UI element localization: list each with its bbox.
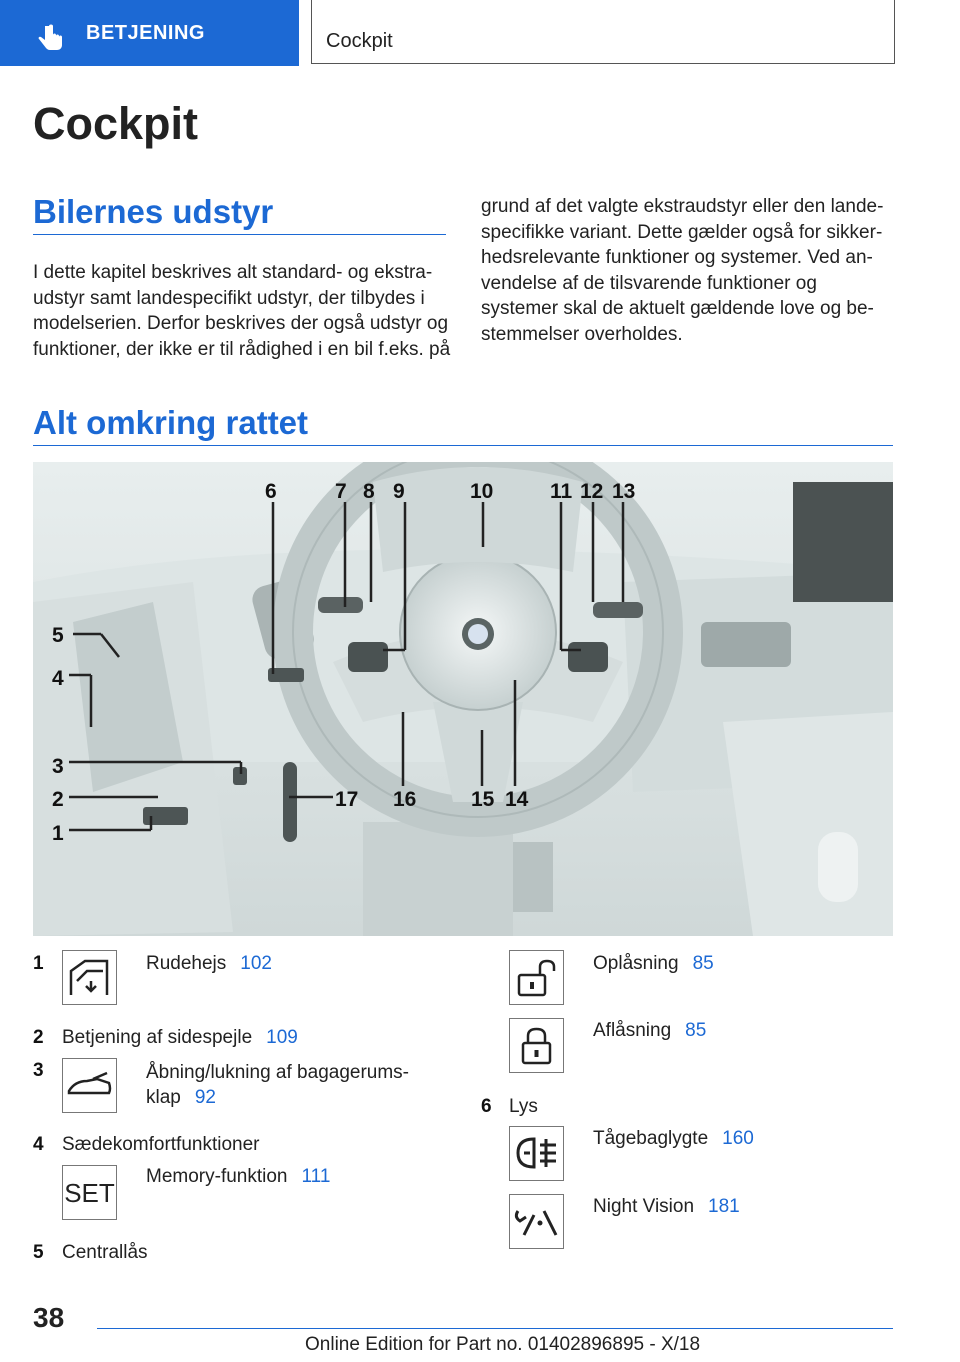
page-ref-link[interactable]: 85 bbox=[685, 1020, 707, 1041]
callout-number: 5 bbox=[52, 624, 64, 647]
legend-item-window bbox=[146, 953, 272, 975]
text-line: hedsrelevante funktioner og systemer. Ved an- bbox=[481, 247, 873, 268]
legend-item-fog bbox=[593, 1128, 754, 1150]
item-label: Memory-funktion bbox=[146, 1166, 288, 1187]
page-title: Cockpit bbox=[33, 98, 199, 149]
callout-number: 15 bbox=[471, 788, 495, 811]
text-line: specifikke variant. Dette gælder også for sikker- bbox=[481, 221, 883, 243]
section-heading-steering: Alt omkring rattet bbox=[33, 404, 309, 441]
callout-number: 8 bbox=[363, 480, 375, 503]
page-ref-link[interactable]: 111 bbox=[301, 1166, 331, 1187]
set-button-icon bbox=[62, 1165, 117, 1220]
intro-column-1 bbox=[33, 260, 453, 362]
set-label: SET bbox=[64, 1178, 115, 1208]
page-ref-link[interactable]: 102 bbox=[240, 953, 272, 974]
text-line: udstyr samt landespecifikt udstyr, der tilbydes i bbox=[33, 287, 425, 309]
legend-item-central-lock: Centrallås bbox=[62, 1242, 148, 1263]
page-ref-link[interactable]: 181 bbox=[708, 1196, 740, 1217]
item-number: 1 bbox=[33, 953, 44, 974]
intro-column-2 bbox=[481, 194, 895, 347]
callout-number: 10 bbox=[470, 480, 494, 503]
text-line: funktioner, der ikke er til rådighed i en bil f.eks. på bbox=[33, 338, 451, 360]
callout-number: 13 bbox=[612, 480, 636, 503]
item-number: 4 bbox=[33, 1134, 44, 1155]
callout-number: 17 bbox=[335, 788, 359, 811]
window-lift-icon bbox=[62, 950, 117, 1005]
breadcrumb-box bbox=[311, 0, 895, 64]
legend-item-seat: Sædekomfortfunktioner bbox=[62, 1134, 260, 1155]
page-ref-link[interactable]: 92 bbox=[194, 1087, 216, 1108]
callout-number: 12 bbox=[580, 480, 604, 503]
legend-item-mirrors bbox=[62, 1027, 298, 1049]
legend-item-unlock bbox=[593, 953, 714, 975]
legend-item-lights: Lys bbox=[509, 1096, 538, 1117]
item-label: Oplåsning bbox=[593, 953, 679, 974]
section-rule bbox=[33, 234, 446, 235]
item-label: Night Vision bbox=[593, 1196, 695, 1217]
item-label: Rudehejs bbox=[146, 953, 227, 974]
section-rule bbox=[33, 445, 893, 446]
legend-item-night-vision bbox=[593, 1196, 740, 1218]
section-tab bbox=[0, 0, 299, 66]
item-number: 5 bbox=[33, 1242, 44, 1263]
page-number: 38 bbox=[33, 1302, 65, 1333]
text-line: I dette kapitel beskrives alt standard- og ekstra- bbox=[33, 262, 433, 283]
callout-number: 3 bbox=[52, 755, 64, 778]
section-label: BETJENING bbox=[86, 22, 205, 44]
page-ref-link[interactable]: 160 bbox=[722, 1128, 754, 1149]
lock-icon bbox=[509, 1018, 564, 1073]
footer-rule bbox=[97, 1328, 893, 1329]
text-line: grund af det valgte ekstraudstyr eller den lande- bbox=[481, 196, 884, 217]
callout-number: 11 bbox=[550, 480, 573, 503]
callout-number: 6 bbox=[265, 480, 277, 503]
section-heading-equipment: Bilernes udstyr bbox=[33, 193, 274, 230]
item-number: 3 bbox=[33, 1060, 44, 1081]
pointing-hand-icon bbox=[36, 24, 66, 54]
night-vision-icon bbox=[509, 1194, 564, 1249]
cockpit-illustration bbox=[33, 462, 893, 936]
text-line: systemer skal de aktuelt gældende love og be- bbox=[481, 298, 874, 319]
item-label: Åbning/lukning af bagagerums- bbox=[146, 1062, 410, 1083]
callout-number: 4 bbox=[52, 667, 64, 690]
trunk-lid-icon bbox=[62, 1058, 117, 1113]
unlock-icon bbox=[509, 950, 564, 1005]
callout-number: 16 bbox=[393, 788, 417, 811]
item-number: 6 bbox=[481, 1096, 492, 1117]
rear-fog-light-icon bbox=[509, 1126, 564, 1181]
breadcrumb: Cockpit bbox=[326, 30, 393, 52]
footer-edition: Online Edition for Part no. 01402896895 - X/18 bbox=[305, 1334, 701, 1355]
item-label: klap bbox=[146, 1087, 181, 1108]
item-label: Betjening af sidespejle bbox=[62, 1027, 253, 1048]
item-label: Tågebaglygte bbox=[593, 1128, 709, 1149]
text-line: modelserien. Derfor beskrives der også udstyr og bbox=[33, 313, 449, 334]
callout-number: 14 bbox=[505, 788, 529, 811]
legend-item-lock bbox=[593, 1020, 706, 1042]
page-ref-link[interactable]: 85 bbox=[692, 953, 714, 974]
text-line: stemmelser overholdes. bbox=[481, 323, 683, 345]
text-line: vendelse af de tilsvarende funktioner og bbox=[481, 272, 817, 294]
callout-number: 1 bbox=[52, 822, 64, 845]
legend-item-trunk bbox=[146, 1060, 409, 1110]
item-label: Aflåsning bbox=[593, 1020, 672, 1041]
callout-number: 2 bbox=[52, 788, 64, 811]
item-number: 2 bbox=[33, 1027, 44, 1048]
callout-number: 9 bbox=[393, 480, 405, 503]
callout-number: 7 bbox=[335, 480, 347, 503]
page-ref-link[interactable]: 109 bbox=[266, 1027, 298, 1048]
legend-item-memory bbox=[146, 1166, 330, 1188]
